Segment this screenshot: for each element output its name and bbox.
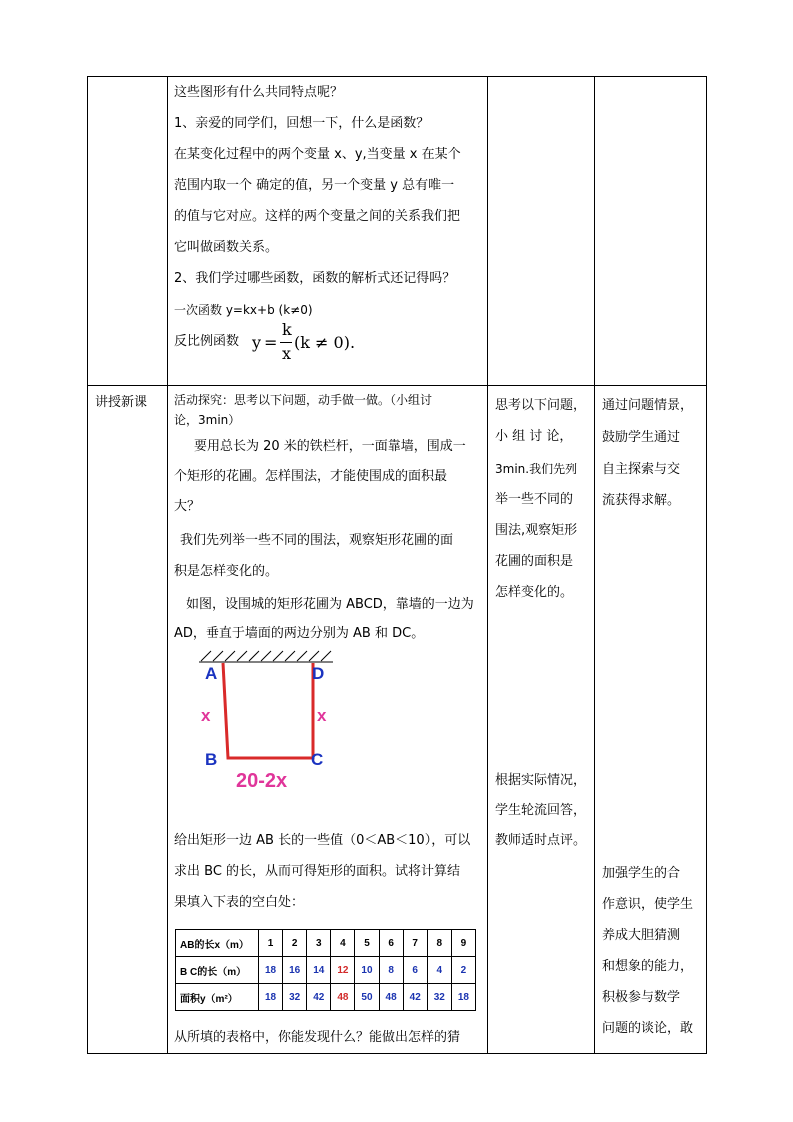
- formula-denominator: x: [282, 344, 292, 363]
- table-border-right: [706, 76, 707, 1054]
- design-intent-6: 作意识，使学生: [602, 897, 694, 912]
- area-value: 32: [283, 984, 307, 1011]
- ab-value: 3: [307, 930, 331, 957]
- inverse-function-formula: [252, 320, 362, 366]
- side-dc-label: x: [317, 706, 327, 725]
- student-activity-9: 学生轮流回答，: [495, 803, 587, 818]
- row-header-ab: AB的长x（m）: [176, 930, 259, 957]
- area-value: 42: [307, 984, 331, 1011]
- design-intent-10: 问题的谈论，敢: [602, 1021, 694, 1036]
- bc-value: 16: [283, 957, 307, 984]
- linear-function-line: 一次函数 y=kx+b (k≠0): [174, 303, 313, 317]
- ab-value: 2: [283, 930, 307, 957]
- student-activity-8: 根据实际情况，: [495, 773, 587, 788]
- problem-line-1: 要用总长为 20 米的铁栏杆，一面靠墙，围成一: [194, 439, 466, 454]
- problem-line-4: 我们先列举一些不同的围法，观察矩形花圃的面: [180, 533, 454, 548]
- design-intent-7: 养成大胆猜测: [602, 928, 681, 943]
- formula-fraction-bar: [280, 342, 292, 343]
- problem-line-3: 大？: [174, 499, 201, 514]
- area-value: 48: [379, 984, 403, 1011]
- row-header-bc: B C的长（m）: [176, 957, 259, 984]
- problem-line-2: 个矩形的花圃。怎样围法，才能使围成的面积最: [174, 469, 448, 484]
- design-intent-8: 和想象的能力，: [602, 959, 694, 974]
- ab-value: 9: [451, 930, 475, 957]
- fence-outline: [223, 663, 313, 758]
- side-bc-label: 20-2x: [236, 770, 288, 792]
- question-line-2: 求出 BC 的长，从而可得矩形的面积。试将计算结: [174, 864, 461, 879]
- area-value: 18: [451, 984, 475, 1011]
- student-activity-6: 花圃的面积是: [495, 554, 574, 569]
- student-activity-10: 教师适时点评。: [495, 833, 587, 848]
- ab-value: 8: [427, 930, 451, 957]
- formula-condition: (k ≠ 0).: [294, 333, 356, 352]
- student-activity-2: 小 组 讨 论，: [495, 429, 573, 444]
- design-intent-2: 鼓励学生通过: [602, 430, 681, 445]
- intro-line-6: 它叫做函数关系。: [174, 240, 279, 255]
- table-border-left: [87, 76, 88, 1054]
- table-row: [176, 957, 476, 984]
- intro-line-7: 2、我们学过哪些函数，函数的解析式还记得吗？: [174, 271, 456, 286]
- wall-hatching: [199, 651, 333, 662]
- bc-value: 6: [403, 957, 427, 984]
- bc-value: 12: [331, 957, 355, 984]
- student-activity-5: 围法,观察矩形: [495, 523, 578, 538]
- formula-numerator: k: [282, 320, 292, 339]
- student-activity-1: 思考以下问题，: [495, 398, 587, 413]
- ab-value: 6: [379, 930, 403, 957]
- area-value: 32: [427, 984, 451, 1011]
- formula-y: y: [252, 333, 262, 352]
- problem-line-7: AD，垂直于墙面的两边分别为 AB 和 DC。: [174, 626, 425, 641]
- table-border-bottom: [87, 1053, 707, 1054]
- design-intent-1: 通过问题情景，: [602, 398, 694, 413]
- area-value: 48: [331, 984, 355, 1011]
- student-activity-3: 3min.我们先列: [495, 462, 578, 476]
- design-intent-4: 流获得求解。: [602, 493, 681, 508]
- vertex-a-label: A: [205, 664, 218, 683]
- bc-value: 18: [259, 957, 283, 984]
- final-question-line: 从所填的表格中，你能发现什么？能做出怎样的猜: [174, 1030, 461, 1045]
- design-intent-9: 积极参与数学: [602, 990, 681, 1005]
- vertex-c-label: C: [311, 750, 324, 769]
- ab-value: 1: [259, 930, 283, 957]
- side-ab-label: x: [201, 706, 211, 725]
- vertex-d-label: D: [312, 664, 325, 683]
- bc-value: 14: [307, 957, 331, 984]
- table-border-top: [87, 76, 707, 77]
- problem-line-6: 如图，设围城的矩形花圃为 ABCD，靠墙的一边为: [186, 597, 474, 612]
- ab-value: 5: [355, 930, 379, 957]
- table-col-divider-2: [487, 76, 488, 1054]
- question-line-1: 给出矩形一边 AB 长的一些值（0＜AB＜10），可以: [174, 833, 471, 848]
- question-line-3: 果填入下表的空白处：: [174, 895, 305, 910]
- intro-line-2: 1、亲爱的同学们，回想一下，什么是函数？: [174, 116, 430, 131]
- inverse-function-label: 反比例函数: [174, 334, 240, 349]
- table-row: [176, 930, 476, 957]
- problem-line-5: 积是怎样变化的。: [174, 564, 279, 579]
- student-activity-7: 怎样变化的。: [495, 585, 574, 600]
- area-value: 18: [259, 984, 283, 1011]
- stage-label: 讲授新课: [95, 395, 148, 410]
- table-col-divider-3: [594, 76, 595, 1054]
- table-row: [176, 984, 476, 1011]
- area-table: [175, 929, 476, 1011]
- area-value: 50: [355, 984, 379, 1011]
- bc-value: 2: [451, 957, 475, 984]
- formula-equals: =: [264, 333, 278, 352]
- table-col-divider-1: [167, 76, 168, 1054]
- design-intent-5: 加强学生的合: [602, 866, 681, 881]
- student-activity-4: 举一些不同的: [495, 492, 574, 507]
- area-value: 42: [403, 984, 427, 1011]
- activity-line-2: 论，3min）: [174, 413, 241, 427]
- intro-line-5: 的值与它对应。这样的两个变量之间的关系我们把: [174, 209, 461, 224]
- intro-line-3: 在某变化过程中的两个变量 x、y,当变量 x 在某个: [174, 147, 461, 162]
- vertex-b-label: B: [205, 750, 218, 769]
- intro-line-4: 范围内取一个 确定的值，另一个变量 y 总有唯一: [174, 178, 455, 193]
- bc-value: 8: [379, 957, 403, 984]
- activity-line-1: 活动探究：思考以下问题，动手做一做。（小组讨: [174, 393, 433, 407]
- bc-value: 4: [427, 957, 451, 984]
- ab-value: 7: [403, 930, 427, 957]
- design-intent-3: 自主探索与交: [602, 462, 681, 477]
- row-header-area: 面积y（m²）: [176, 984, 259, 1011]
- bc-value: 10: [355, 957, 379, 984]
- table-row-divider: [87, 385, 707, 386]
- intro-line-1: 这些图形有什么共同特点呢？: [174, 85, 344, 100]
- ab-value: 4: [331, 930, 355, 957]
